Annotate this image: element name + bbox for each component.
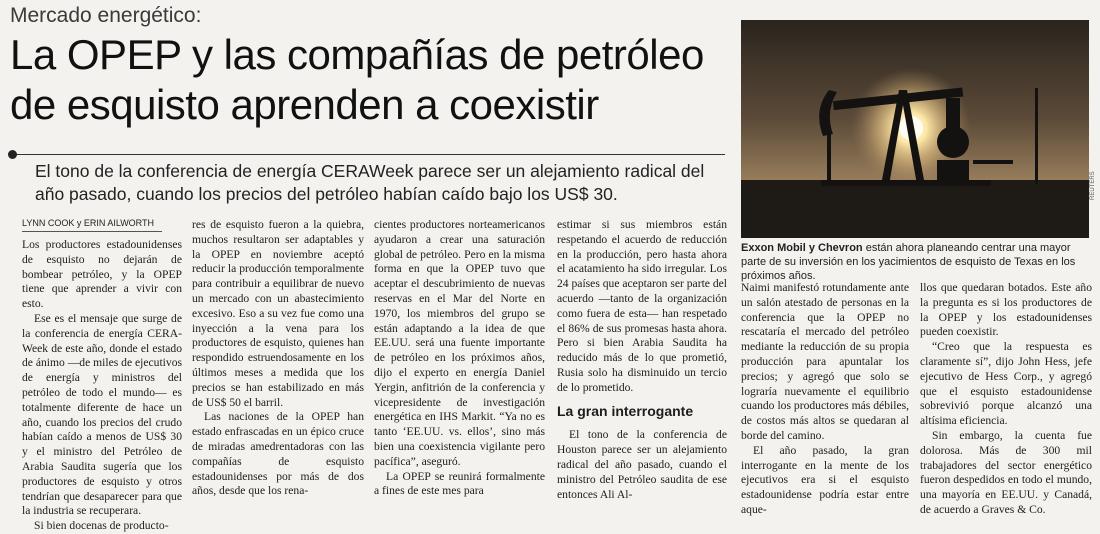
paragraph: Ese es el mensaje que surge de la conferencia de energía CERA-Week de este año, donde el estado de ánimo —de miles de ejecutivos de energía y ministros del petróleo de todo el mundo— es totalmente diferente de hace un año, cuando los precios del crudo habían caído a menos de US$ 30 y el ministro del Petróleo de Arabia Saudita sugería que los productores de esquisto y otros tendrían que desaparecer para que la industria se recuperara. xyxy=(22,311,183,518)
photo-caption xyxy=(741,241,1091,283)
oil-pumpjack-photo xyxy=(741,20,1089,238)
paragraph: Sin embargo, la cuenta fue dolorosa. Más de 300 mil trabajadores del sector energético fueron despedidos en todo el mundo, una mayoría en EE.UU. y Canadá, de acuerdo a Graves & Co. xyxy=(920,428,1092,516)
headline-rule xyxy=(10,154,725,155)
paragraph: Naimi manifestó rotundamente ante un salón atestado de personas en la conferencia que la OPEP no rescataría el mercado del petróleo mediante la reducción de su propia producción para apuntalar los precios; y agregó que solo se lograría nuevamente el equilibrio cuando los productores más débiles, de costos más altos se quedaran al borde del camino. xyxy=(741,281,909,442)
paragraph: “Creo que la respuesta es claramente sí”, dijo John Hess, jefe ejecutivo de Hess Corp., y agregó que el esquisto estadounidense sobrevivió porque alcanzó una altísima eficiencia. xyxy=(920,340,1092,428)
paragraph: res de esquisto fueron a la quiebra, muchos resultaron ser adaptables y la OPEP en noviembre aceptó reducir la producción temporalmente para contribuir a equilibrar de nuevo un mercado con un abastecimiento excesivo. Eso a su vez fue como una inyección a la vena para los productores de esquisto, quienes han respondido estruendosamente en los últimos meses a medida que los precios se han estabilizado en más de US$ 50 el barril. xyxy=(192,218,364,409)
caption-text: están ahora planeando centrar una mayor parte de su inversión en los yacimientos de esquisto de Texas en los próximos años. xyxy=(741,242,1076,282)
byline: LYNN COOK y ERIN AILWORTH xyxy=(22,218,155,228)
article-column-5 xyxy=(741,281,909,518)
article-column-6 xyxy=(920,281,1092,518)
subheading: La gran interrogante xyxy=(557,402,694,419)
paragraph: Si bien docenas de producto- xyxy=(34,519,169,533)
deck-summary: El tono de la conferencia de energía CERAWeek parece ser un alejamiento radical del año pasado, cuando los precios del petróleo habían caído bajo los US$ 30. xyxy=(35,161,705,204)
byline-rule xyxy=(22,231,162,232)
bullet-dot-icon xyxy=(8,150,17,159)
paragraph: Las naciones de la OPEP han estado enfrascadas en un épico cruce de miradas amedrentadoras con las compañías de esquisto estadounidenses por más de dos años, desde que los rena- xyxy=(192,410,364,498)
caption-bold: Exxon Mobil y Chevron xyxy=(741,242,863,254)
article-column-2 xyxy=(192,218,364,499)
article-column-4 xyxy=(557,218,727,502)
paragraph: La OPEP se reunirá formalmente a fines de este mes para xyxy=(374,469,545,498)
paragraph: estimar si sus miembros están respetando el acuerdo de reducción en la producción, pero hasta ahora el acatamiento ha sido irregular. Los 24 países que aceptaron ser parte del acuerdo —tanto de la organización como fuera de esta— han respetado el 86% de sus promesas hasta ahora. Pero si bien Arabia Saudita ha reducido más de lo que prometió, Rusia solo ha disminuido un tercio de lo prometido. xyxy=(557,218,727,394)
headline xyxy=(10,30,730,130)
paragraph: llos que quedaran botados. Este año la pregunta es si los productores de la OPEP y los estadounidenses pueden coexistir. xyxy=(920,281,1092,339)
section-kicker: Mercado energético: xyxy=(10,4,202,27)
article-column-3 xyxy=(374,218,545,499)
photo-credit: REUTERS xyxy=(1090,171,1096,200)
paragraph: cientes productores norteamericanos ayudaron a crear una saturación global de petróleo. Pero en la misma forma en que la OPEP tuvo que aceptar el descubrimiento de nuevas reservas en el Mar del Norte en 1970, los miembros del grupo se están adaptando a la idea de que EE.UU. será una fuente importante de petróleo en los próximos años, dijo el experto en energía Daniel Yergin, anfitrión de la conferencia y vicepresidente de investigación energética en IHS Markit. “Ya no es tanto ‘EE.UU. vs. ellos’, sino más bien una coexistencia vigilante pero pacífica”, aseguró. xyxy=(374,218,545,468)
paragraph: El tono de la conferencia de Houston parece ser un alejamiento radical del año pasado, cuando el ministro del Petróleo saudita de ese entonces Ali Al- xyxy=(557,428,727,501)
headline-line-1: La OPEP y las compañías de petróleo xyxy=(10,31,704,78)
paragraph: Los productores estadounidenses de esquisto no dejarán de bombear petróleo, y la OPEP tiene que aprender a vivir con esto. xyxy=(22,238,182,311)
article-column-1 xyxy=(22,238,182,534)
paragraph: El año pasado, la gran interrogante en la mente de los ejecutivos era si el esquisto estadounidense podría estar entre aque- xyxy=(741,443,909,516)
headline-line-2: de esquisto aprenden a coexistir xyxy=(10,81,599,128)
pumpjack-silhouette-icon xyxy=(741,20,1089,238)
